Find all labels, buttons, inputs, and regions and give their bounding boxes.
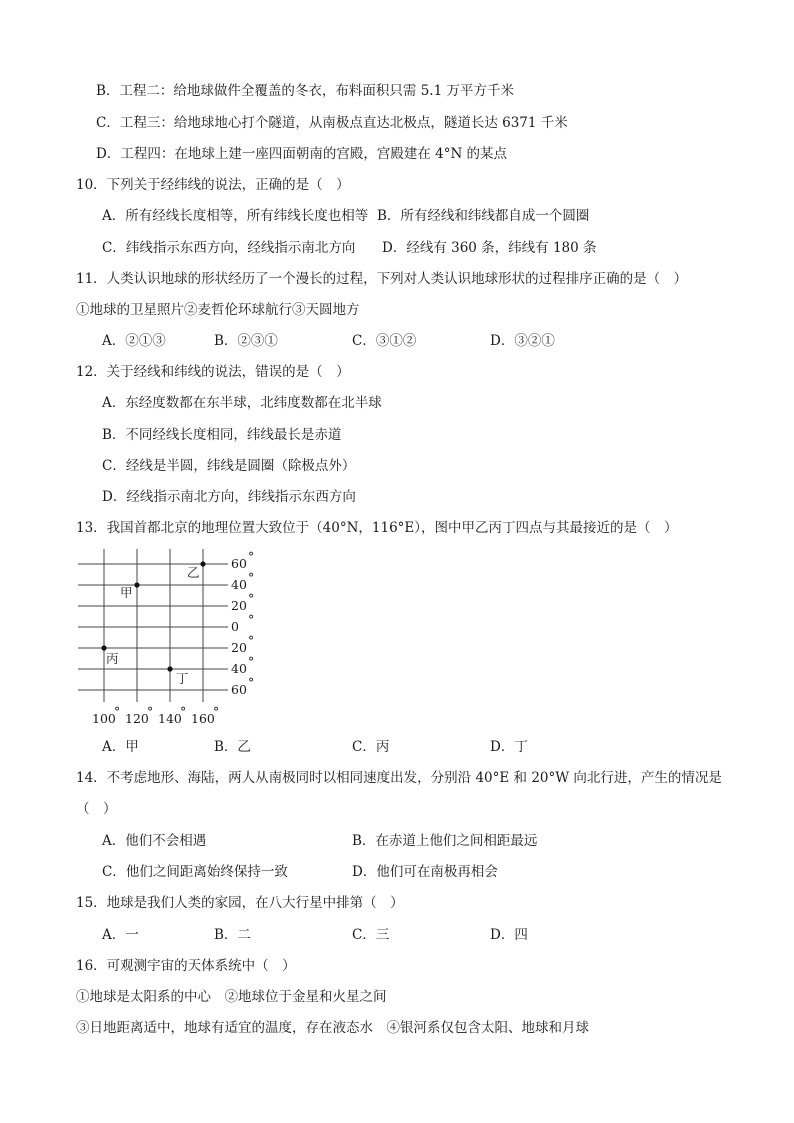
q10-option-c: C．纬线指示东西方向，经线指示南北方向 bbox=[102, 240, 356, 256]
q16-statement-line1: ①地球是太阳系的中心 ②地球位于金星和火星之间 bbox=[76, 989, 387, 1005]
q9-option-d: D．工程四：在地球上建一座四面朝南的宫殿，宫殿建在 4°N 的某点 bbox=[96, 146, 508, 162]
degree-mark: ° bbox=[248, 549, 255, 564]
q10-option-d: D．经线有 360 条，纬线有 180 条 bbox=[382, 240, 597, 256]
q16-stem: 16．可观测宇宙的天体系统中（ ） bbox=[76, 958, 296, 974]
q14-option-d: D．他们可在南极再相会 bbox=[352, 864, 498, 880]
q16-statement-line2: ③日地距离适中，地球有适宜的温度，存在液态水 ④银河系仅包含太阳、地球和月球 bbox=[76, 1020, 589, 1036]
grid-point-label: 丁 bbox=[176, 671, 189, 686]
q14-option-b: B．在赤道上他们之间相距最远 bbox=[352, 833, 538, 849]
q13-option-b: B．乙 bbox=[214, 739, 251, 755]
q15-stem: 15．地球是我们人类的家园，在八大行星中排第（ ） bbox=[76, 895, 404, 911]
grid-point-label: 甲 bbox=[120, 585, 133, 600]
q14-option-a: A．他们不会相遇 bbox=[102, 833, 207, 849]
grid-point-label: 丙 bbox=[106, 651, 119, 666]
longitude-label: 100 bbox=[92, 711, 116, 726]
longitude-label: 160 bbox=[191, 711, 215, 726]
latitude-label: 0 bbox=[231, 619, 239, 634]
q11-option-a: A．②①③ bbox=[102, 333, 166, 349]
degree-mark: ° bbox=[248, 591, 255, 606]
q11-option-d: D．③②① bbox=[490, 333, 555, 349]
q11-items: ①地球的卫星照片②麦哲伦环球航行③天圆地方 bbox=[76, 302, 360, 318]
q15-option-a: A．一 bbox=[102, 927, 139, 943]
grid-lines bbox=[78, 549, 228, 702]
q15-option-c: C．三 bbox=[352, 927, 390, 943]
q11-option-c: C．③①② bbox=[352, 333, 417, 349]
q13-option-d: D．丁 bbox=[490, 739, 528, 755]
q12-option-c: C．经线是半圆，纬线是圆圈（除极点外） bbox=[102, 458, 356, 474]
lat-lon-grid-figure bbox=[70, 546, 270, 728]
q14-stem-line2: （ ） bbox=[76, 801, 117, 817]
latitude-label: 20 bbox=[231, 640, 247, 655]
q15-option-d: D．四 bbox=[490, 927, 528, 943]
q15-option-b: B．二 bbox=[214, 927, 251, 943]
degree-mark: ° bbox=[147, 704, 154, 719]
degree-mark: ° bbox=[213, 704, 220, 719]
q11-stem: 11．人类认识地球的形状经历了一个漫长的过程，下列对人类认识地球形状的过程排序正确的是（ ） bbox=[76, 271, 688, 287]
q10-option-a: A．所有经线长度相等，所有纬线长度也相等 bbox=[102, 208, 369, 224]
longitude-labels bbox=[92, 704, 219, 726]
q13-option-a: A．甲 bbox=[102, 739, 139, 755]
q9-option-c: C．工程三：给地球地心打个隧道，从南极点直达北极点，隧道长达 6371 千米 bbox=[96, 115, 568, 131]
latitude-label: 60 bbox=[231, 682, 247, 697]
q13-option-c: C．丙 bbox=[352, 739, 390, 755]
q11-option-b: B．②③① bbox=[214, 333, 278, 349]
q12-stem: 12．关于经线和纬线的说法，错误的是（ ） bbox=[76, 364, 350, 380]
degree-mark: ° bbox=[248, 612, 255, 627]
q9-option-b: B．工程二：给地球做件全覆盖的冬衣，布料面积只需 5.1 万平方千米 bbox=[96, 83, 514, 99]
latitude-label: 60 bbox=[231, 556, 247, 571]
degree-mark: ° bbox=[114, 704, 121, 719]
q14-option-c: C．他们之间距离始终保持一致 bbox=[102, 864, 288, 880]
q10-option-b: B．所有经线和纬线都自成一个圆圈 bbox=[377, 208, 590, 224]
degree-mark: ° bbox=[248, 633, 255, 648]
latitude-label: 40 bbox=[231, 577, 247, 592]
latitude-label: 20 bbox=[231, 598, 247, 613]
q13-stem: 13．我国首都北京的地理位置大致位于（40°N，116°E），图中甲乙丙丁四点与其最接近的是（ ） bbox=[76, 520, 678, 536]
grid-point bbox=[167, 666, 172, 671]
grid-points bbox=[101, 561, 205, 686]
degree-mark: ° bbox=[248, 570, 255, 585]
degree-mark: ° bbox=[248, 654, 255, 669]
grid-point bbox=[200, 561, 205, 566]
q12-option-a: A．东经度数都在东半球，北纬度数都在北半球 bbox=[102, 395, 382, 411]
q14-stem-line1: 14．不考虑地形、海陆，两人从南极同时以相同速度出发，分别沿 40°E 和 20°W 向北行进，产生的情况是 bbox=[76, 770, 722, 786]
grid-point-label: 乙 bbox=[187, 565, 200, 580]
q12-option-d: D．经线指示南北方向，纬线指示东西方向 bbox=[102, 489, 356, 505]
grid-point bbox=[101, 645, 106, 650]
degree-mark: ° bbox=[248, 675, 255, 690]
q12-option-b: B．不同经线长度相同，纬线最长是赤道 bbox=[102, 427, 342, 443]
longitude-label: 140 bbox=[158, 711, 182, 726]
grid-point bbox=[134, 582, 139, 587]
degree-mark: ° bbox=[180, 704, 187, 719]
latitude-labels bbox=[231, 549, 254, 697]
longitude-label: 120 bbox=[125, 711, 149, 726]
latitude-label: 40 bbox=[231, 661, 247, 676]
q10-stem: 10．下列关于经纬线的说法，正确的是（ ） bbox=[76, 177, 350, 193]
